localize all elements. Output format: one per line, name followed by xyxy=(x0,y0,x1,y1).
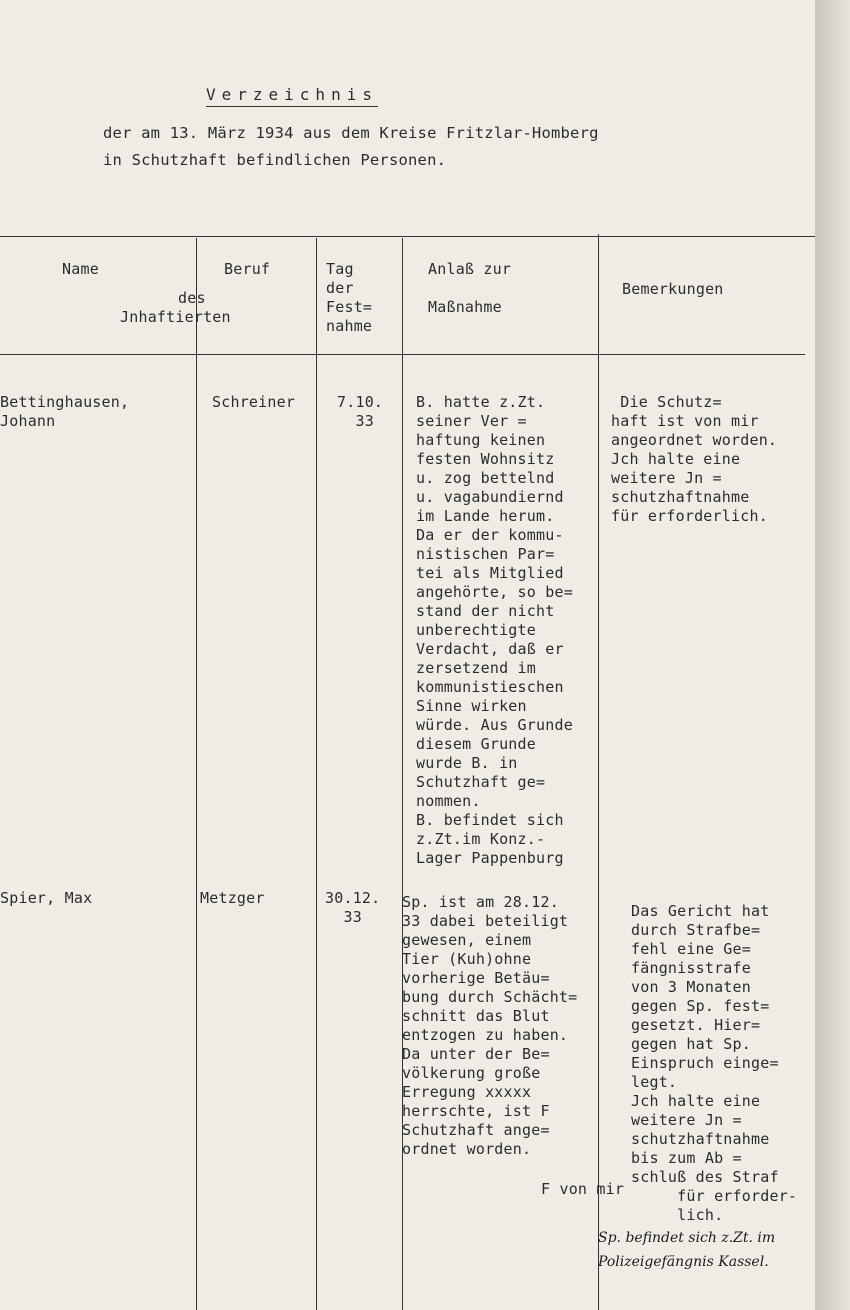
row1-bemerkungen: Die Schutz= haft ist von mir angeordnet worden. Jch halte eine weitere Jn = schutzhaftnahme für erforderlich. xyxy=(611,393,778,525)
header-anlass: Anlaß zur Maßnahme xyxy=(428,260,512,316)
header-bemerkungen: Bemerkungen xyxy=(622,280,724,298)
row2-tag: 30.12. 33 xyxy=(325,889,381,926)
row1-name: Bettinghausen, Johann xyxy=(0,393,130,430)
row2-anlass: Sp. ist am 28.12. 33 dabei beteiligt gewesen, einem Tier (Kuh)ohne vorherige Betäu= bung durch Schächt= schnitt das Blut entzogen zu haben. Da unter der Be= völkerung große Erregung xxxxx herrschte, ist F Schutzhaft ange= ordnet worden. xyxy=(402,893,578,1158)
column-divider-anlass-bemerkungen xyxy=(598,234,599,1310)
document-subtitle-line2: in Schutzhaft befindlichen Personen. xyxy=(103,151,447,169)
header-des: des xyxy=(178,289,206,307)
row2-name: Spier, Max xyxy=(0,889,93,907)
page-edge xyxy=(815,0,850,1310)
row1-anlass: B. hatte z.Zt. seiner Ver = haftung keinen festen Wohnsitz u. zog bettelnd u. vagabundiernd im Lande herum. Da er der kommu- nistischen Par= tei als Mitglied angehörte, so be= stand der nicht unberechtigte Verdacht, daß er zersetzend im kommunistieschen Sinne wirken würde. Aus Grunde diesem Grunde wurde B. in Schutzhaft ge= nommen. B. befindet sich z.Zt.im Konz.- Lager Pappenburg xyxy=(416,393,573,867)
header-beruf: Beruf xyxy=(224,260,271,278)
header-jnhaftierten: Jnhaftierten xyxy=(120,308,231,326)
column-divider-beruf-tag xyxy=(316,238,317,1310)
row2-handwritten-note: Sp. befindet sich z.Zt. im Polizeigefängnis Kassel. xyxy=(598,1230,776,1270)
column-divider-name-beruf xyxy=(196,238,197,1310)
row2-anlass-insert: F von mir xyxy=(541,1180,625,1198)
row1-tag: 7.10. 33 xyxy=(337,393,384,430)
document-title: Verzeichnis xyxy=(206,85,378,107)
row2-beruf: Metzger xyxy=(200,889,265,907)
document-subtitle-line1: der am 13. März 1934 aus dem Kreise Fritzlar-Homberg xyxy=(103,124,599,142)
row2-bemerkungen: Das Gericht hat durch Strafbe= fehl eine Ge= fängnisstrafe von 3 Monaten gegen Sp. fest= gesetzt. Hier= gegen hat Sp. Einspruch einge= legt. Jch halte eine weitere Jn = schutzhaftnahme bis zum Ab = schluß des Straf für erforder- lich. xyxy=(631,902,798,1224)
row1-beruf: Schreiner xyxy=(212,393,296,411)
header-name: Name xyxy=(62,260,99,278)
table-top-rule xyxy=(0,236,815,237)
header-tag-der-festnahme: Tag der Fest= nahme xyxy=(326,260,373,335)
